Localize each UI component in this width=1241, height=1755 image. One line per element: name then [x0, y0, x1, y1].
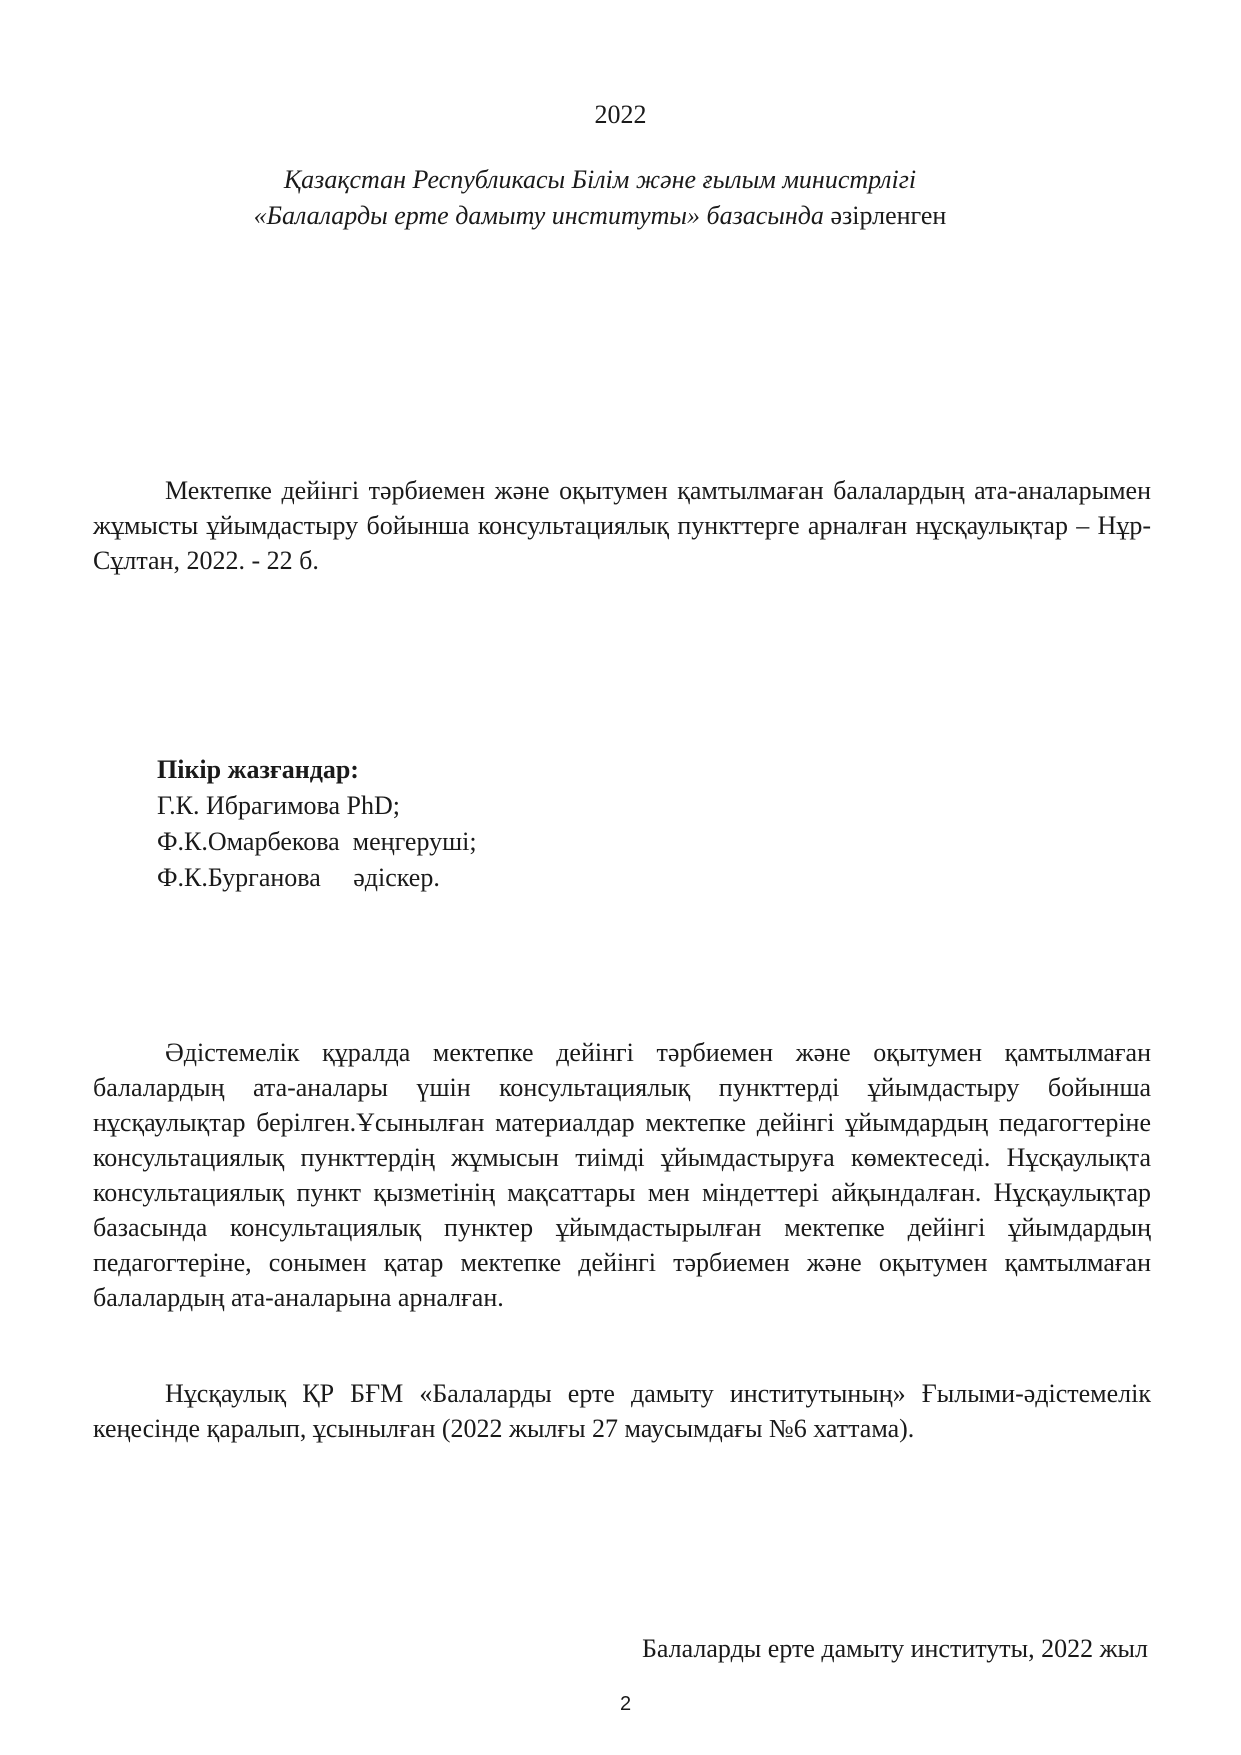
ministry-line: Қазақстан Республикасы Білім және ғылым министрлігі — [283, 165, 917, 194]
institution-header — [200, 162, 1000, 234]
institute-name: «Балаларды ерте дамыту институты» базасында — [253, 201, 824, 230]
reviewer-item: Ф.К.Бурганова әдіскер. — [157, 863, 440, 892]
year: 2022 — [594, 100, 647, 129]
bibliographic-entry: Мектепке дейінгі тәрбиемен және оқытумен қамтылмаған балалардың ата-аналарымен жұмысты ұйымдастыру бойынша консультациялық пункттерге арналған нұсқаулықтар – Нұр-Сұлтан, 2022. - 22 б. — [93, 476, 1151, 575]
reviewers-section — [157, 752, 857, 896]
reviewers-heading: Пікір жазғандар: — [157, 755, 359, 784]
footer-publisher: Балаларды ерте дамыту институты, 2022 жыл — [641, 1634, 1148, 1663]
reviewer-item: Ф.К.Омарбекова меңгеруші; — [157, 827, 477, 856]
approval-paragraph: Нұсқаулық ҚР БҒМ «Балаларды ерте дамыту институтының» Ғылыми-әдістемелік кеңесінде қаралып, ұсынылған (2022 жылғы 27 маусымдағы №6 хаттама). — [93, 1379, 1151, 1443]
institute-line — [200, 198, 1000, 234]
developed-word: әзірленген — [823, 201, 947, 230]
page-number: 2 — [620, 1693, 632, 1715]
reviewer-item: Г.К. Ибрагимова PhD; — [157, 791, 400, 820]
annotation-paragraph: Әдістемелік құралда мектепке дейінгі тәрбиемен және оқытумен қамтылмаған балалардың ата-аналары үшін консультациялық пункттерді ұйымдастыру бойынша нұсқаулықтар берілген.Ұсынылған материалдар мектепке дейінгі ұйымдардың педагогтеріне консультациялық пункттердің жұмысын тиімді ұйымдастыруға көмектеседі. Нұсқаулықта консультациялық пункт қызметінің мақсаттары мен міндеттері айқындалған. Нұсқаулықтар базасында консультациялық пунктер ұйымдастырылған мектепке дейінгі ұйымдардың педагогтеріне, сонымен қатар мектепке дейінгі тәрбиемен және оқытумен қамтылмаған балалардың ата-аналарына арналған. — [93, 1038, 1151, 1312]
